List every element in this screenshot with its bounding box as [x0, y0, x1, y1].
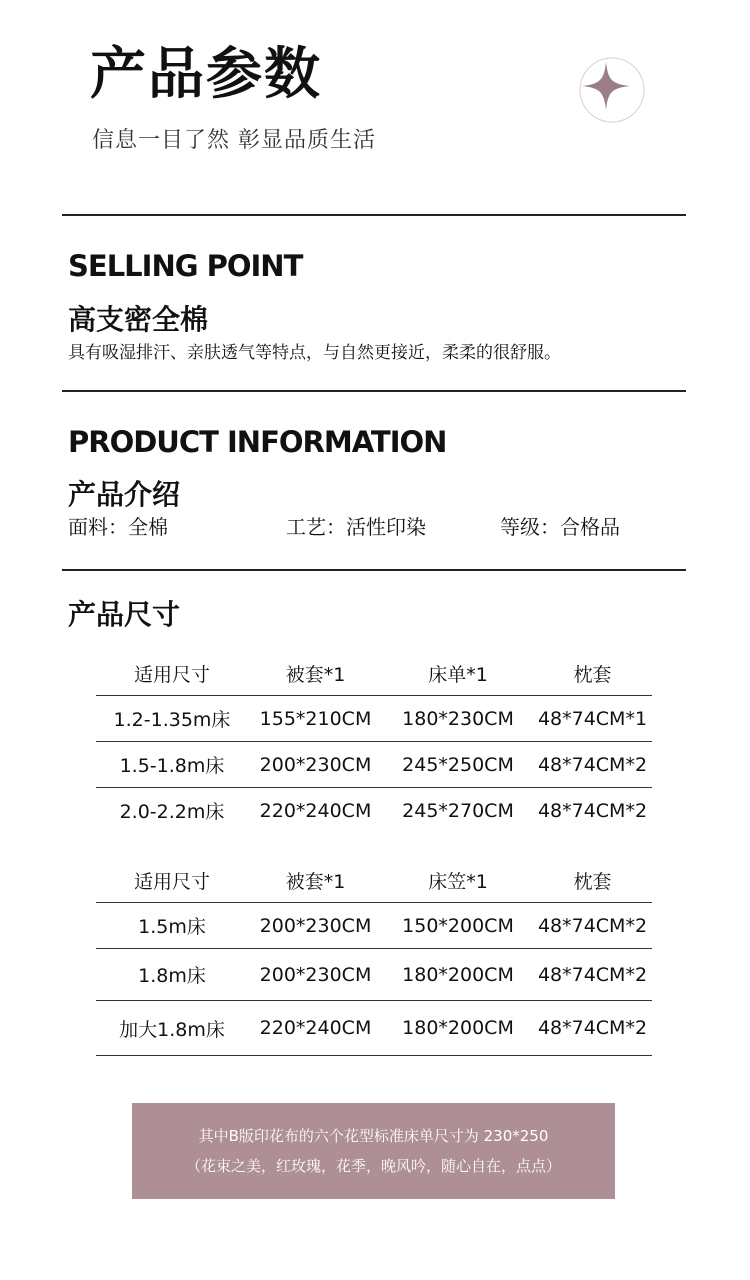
note-line: 其中B版印花布的六个花型标准床单尺寸为 230*250: [198, 1127, 549, 1145]
table-row: [96, 696, 652, 742]
table-cell: 1.5-1.8m床: [96, 742, 248, 788]
product-information-title: 产品介绍: [68, 478, 181, 511]
table-cell: 2.0-2.2m床: [119, 801, 225, 823]
column-header: 适用尺寸: [96, 858, 248, 903]
note-line: （花束之美，红玫瑰，花季，晚风吟，随心自在，点点）: [185, 1157, 561, 1175]
table-cell: 200*230CM: [248, 903, 383, 949]
table-cell: 48*74CM*2: [533, 1001, 652, 1056]
table-cell: 48*74CM*2: [537, 799, 648, 822]
table-cell: 180*200CM: [383, 949, 533, 1001]
selling-point-description: 具有吸湿排汗、亲肤透气等特点，与自然更接近，柔柔的很舒服。: [68, 343, 561, 363]
size-table-fitted-sheet: [96, 858, 652, 1056]
table-cell: 48*74CM*1: [533, 696, 652, 742]
table-cell: 1.2-1.35m床: [96, 696, 248, 742]
table-cell: 245*250CM: [383, 742, 533, 788]
table-cell: 48*74CM*2: [533, 903, 652, 949]
table-header-row: [96, 858, 652, 903]
column-header: 适用尺寸: [96, 651, 248, 696]
column-header: 床笠*1: [383, 858, 533, 903]
column-header: 枕套: [533, 858, 652, 903]
column-header: 被套*1: [248, 651, 383, 696]
table-cell: 180*230CM: [383, 696, 533, 742]
table-cell: 1.8m床: [96, 949, 248, 1001]
divider: [62, 569, 686, 571]
table-header-row: [96, 651, 652, 696]
product-information-heading: PRODUCT INFORMATION: [68, 425, 447, 459]
table-cell: 180*200CM: [383, 1001, 533, 1056]
table-cell: 1.5m床: [96, 903, 248, 949]
craft-info: 工艺：活性印染: [286, 515, 426, 539]
table-cell: 48*74CM*2: [533, 742, 652, 788]
column-header: 枕套: [533, 651, 652, 696]
sheet-size-note: [132, 1103, 615, 1199]
table-row: [96, 1001, 652, 1056]
table-cell: 245*270CM: [402, 799, 514, 822]
column-header: 床单*1: [383, 651, 533, 696]
table-cell: 220*240CM: [248, 1001, 383, 1056]
table-cell: 48*74CM*2: [533, 949, 652, 1001]
size-table-flat-sheet: [96, 651, 652, 833]
selling-point-heading: SELLING POINT: [68, 249, 303, 283]
fabric-info: 面料：全棉: [68, 515, 168, 539]
table-row: [96, 949, 652, 1001]
page-subtitle: 信息一目了然 彰显品质生活: [92, 128, 376, 153]
selling-point-title: 高支密全棉: [68, 303, 209, 336]
table-row: [96, 903, 652, 949]
table-row: [96, 788, 652, 834]
table-cell: 155*210CM: [248, 696, 383, 742]
size-section-title: 产品尺寸: [68, 598, 181, 631]
page-title: 产品参数: [90, 42, 322, 107]
table-cell: 200*230CM: [248, 742, 383, 788]
table-row: [96, 742, 652, 788]
divider: [62, 390, 686, 392]
table-cell: 加大1.8m床: [96, 1001, 248, 1056]
divider: [62, 214, 686, 216]
column-header: 被套*1: [248, 858, 383, 903]
table-cell: 150*200CM: [383, 903, 533, 949]
sparkle-icon: [570, 50, 648, 128]
grade-info: 等级：合格品: [500, 515, 620, 539]
table-cell: 200*230CM: [248, 949, 383, 1001]
table-cell: 220*240CM: [259, 799, 372, 822]
